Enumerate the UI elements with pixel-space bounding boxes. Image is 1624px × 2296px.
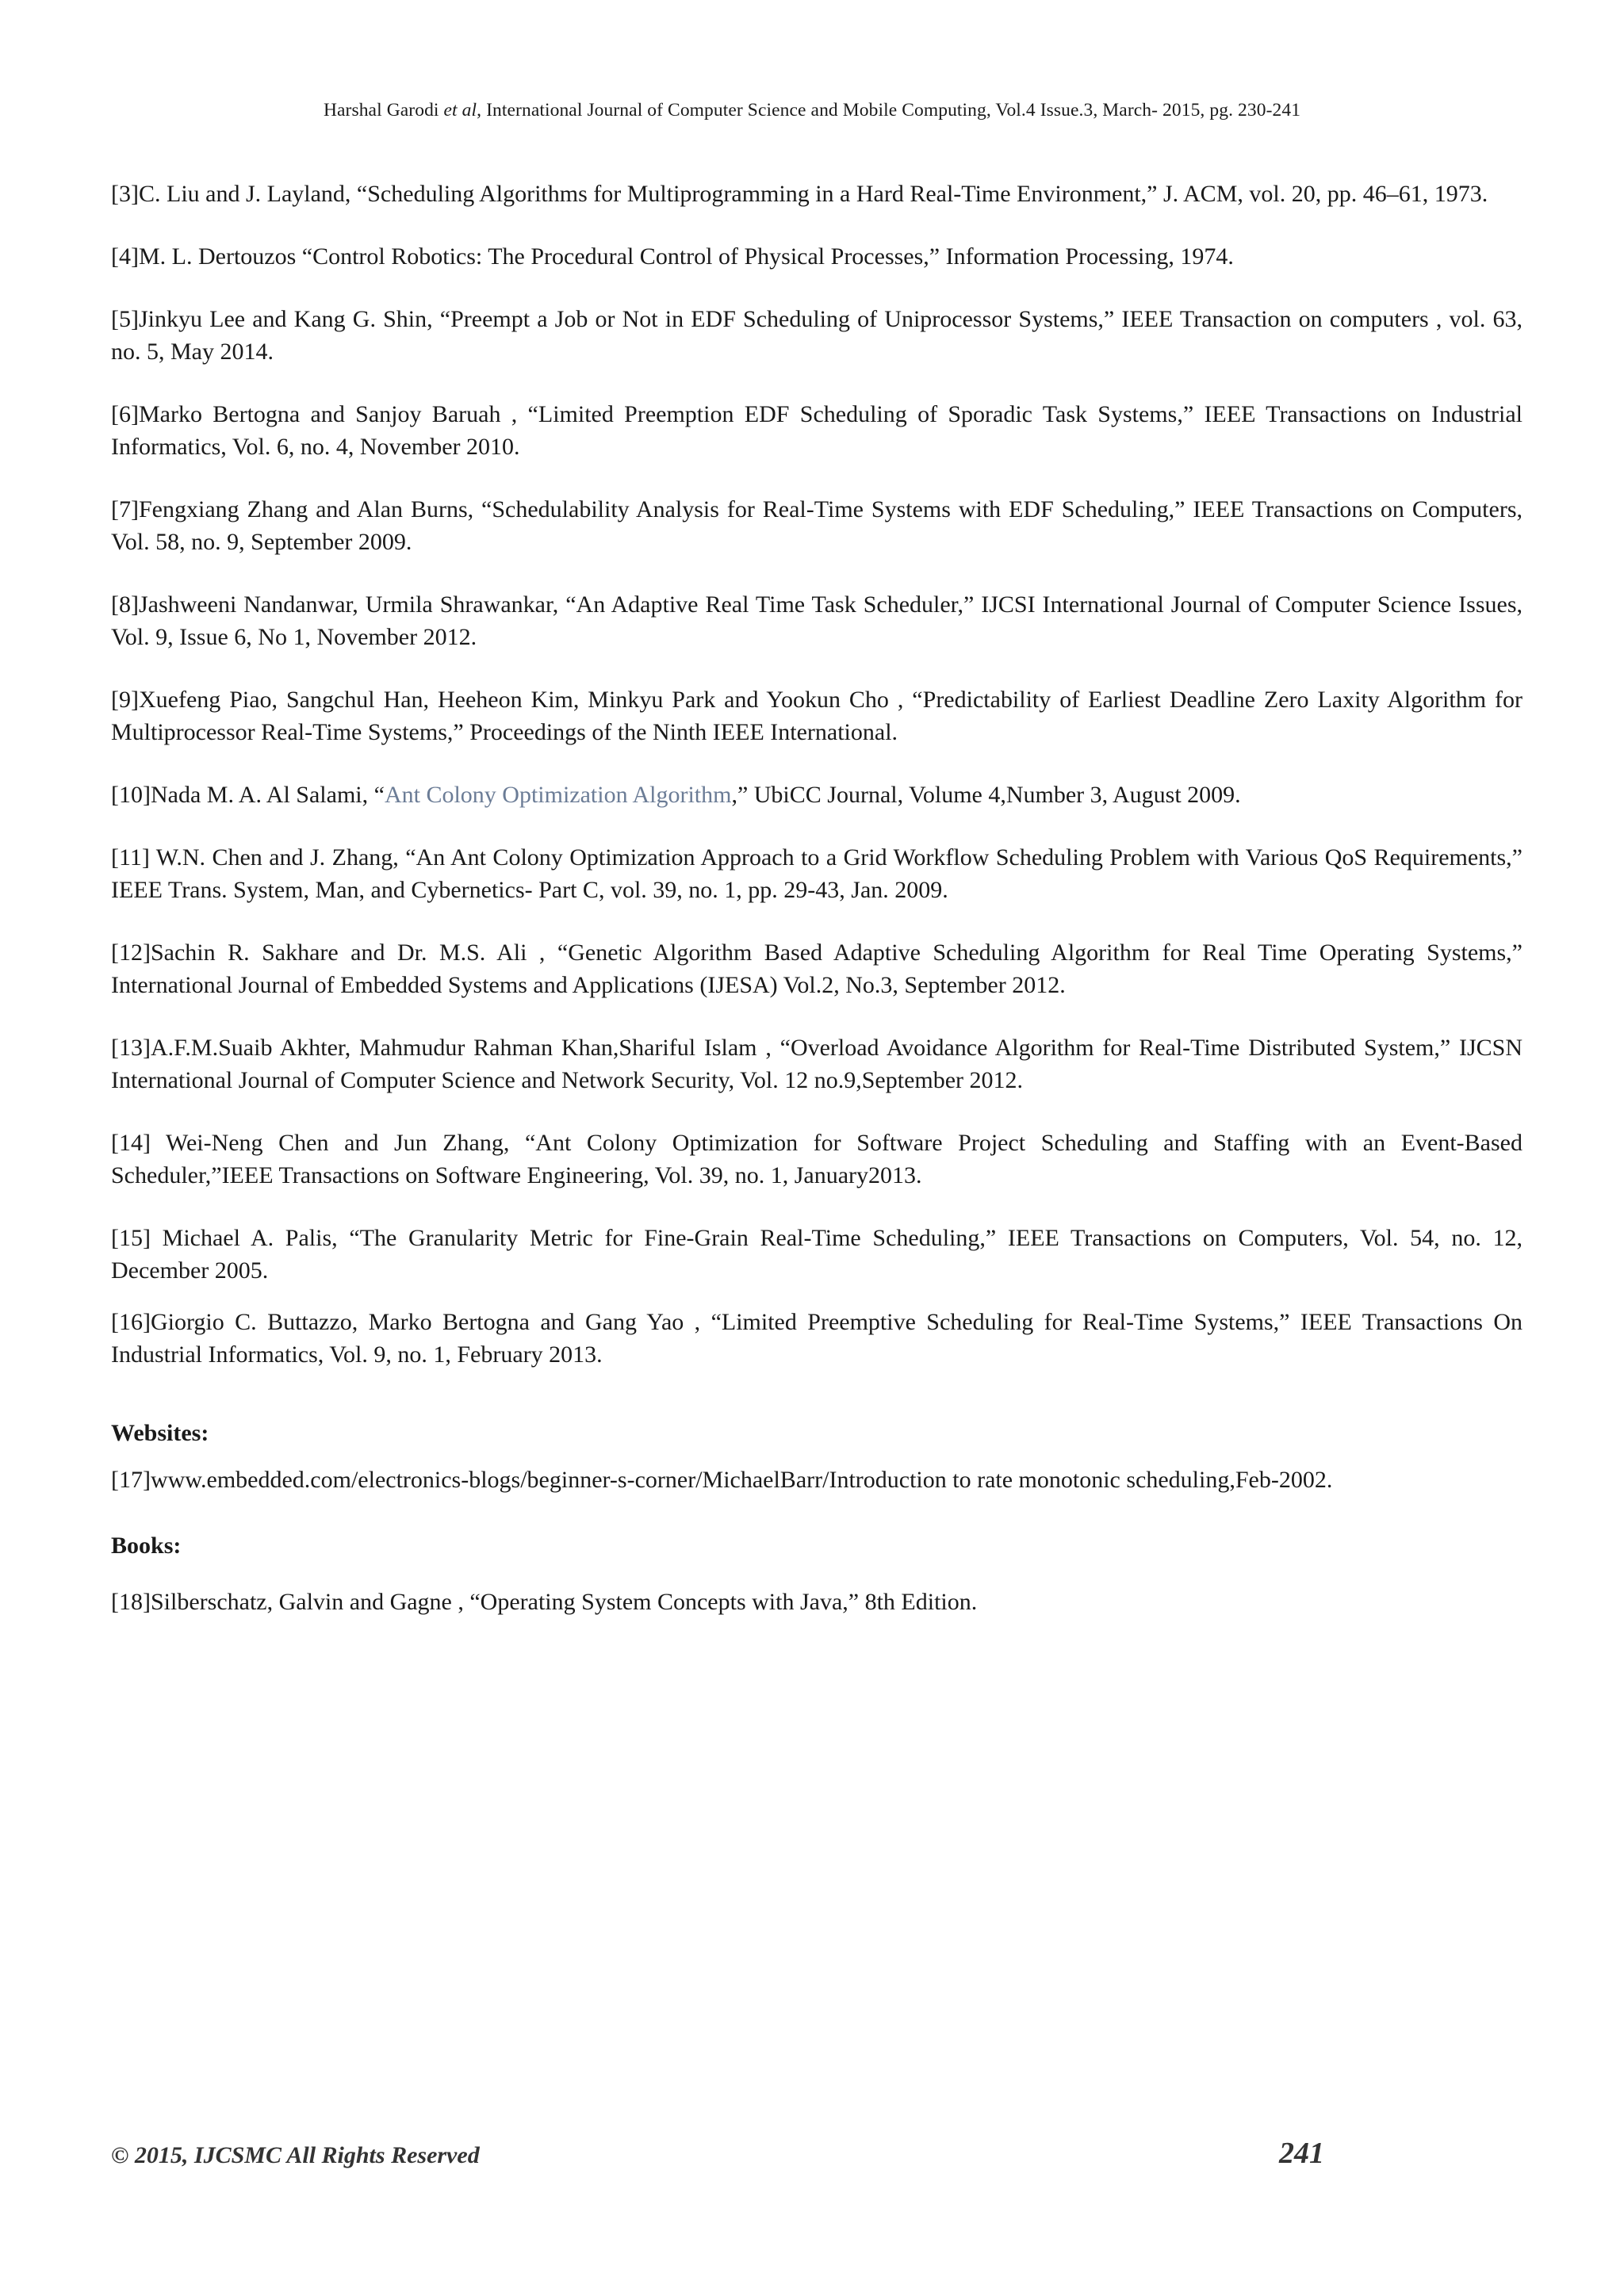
page-footer bbox=[111, 2136, 1324, 2169]
websites-heading: Websites: bbox=[111, 1420, 209, 1446]
reference-9: [9]Xuefeng Piao, Sangchul Han, Heeheon Kim, Minkyu Park and Yookun Cho , “Predictability of Earliest Deadline Zero Laxity Algorithm for Multiprocessor Real-Time Systems,” Proceedings of the Ninth IEEE International. bbox=[111, 687, 1522, 745]
references-list bbox=[111, 178, 1522, 1648]
reference-12: [12]Sachin R. Sakhare and Dr. M.S. Ali , “Genetic Algorithm Based Adaptive Scheduling Algorithm for Real Time Operating Systems,” International Journal of Embedded Systems and Applications (IJESA) Vol.2, No.3, September 2012. bbox=[111, 939, 1522, 998]
reference-3: [3]C. Liu and J. Layland, “Scheduling Algorithms for Multiprogramming in a Hard Real-Time Environment,” J. ACM, vol. 20, pp. 46–61, 1973. bbox=[111, 181, 1488, 207]
reference-8: [8]Jashweeni Nandanwar, Urmila Shrawankar, “An Adaptive Real Time Task Scheduler,” IJCSI International Journal of Computer Science Issues, Vol. 9, Issue 6, No 1, November 2012. bbox=[111, 591, 1522, 650]
reference-7: [7]Fengxiang Zhang and Alan Burns, “Schedulability Analysis for Real-Time Systems with EDF Scheduling,” IEEE Transactions on Computers, Vol. 58, no. 9, September 2009. bbox=[111, 496, 1522, 555]
books-heading: Books: bbox=[111, 1533, 182, 1559]
reference-18: [18]Silberschatz, Galvin and Gagne , “Operating System Concepts with Java,” 8th Edition. bbox=[111, 1589, 978, 1615]
reference-10-suffix: ,” UbiCC Journal, Volume 4,Number 3, August 2009. bbox=[731, 782, 1241, 808]
reference-10-prefix: [10]Nada M. A. Al Salami, “ bbox=[111, 782, 385, 808]
reference-13: [13]A.F.M.Suaib Akhter, Mahmudur Rahman Khan,Shariful Islam , “Overload Avoidance Algorithm for Real-Time Distributed System,” IJCSN International Journal of Computer Science and Network Security, Vol. 12 no.9,September 2012. bbox=[111, 1035, 1522, 1093]
running-header bbox=[0, 100, 1624, 121]
reference-6: [6]Marko Bertogna and Sanjoy Baruah , “Limited Preemption EDF Scheduling of Sporadic Task Systems,” IEEE Transactions on Industrial Informatics, Vol. 6, no. 4, November 2010. bbox=[111, 401, 1522, 460]
reference-11: [11] W.N. Chen and J. Zhang, “An Ant Colony Optimization Approach to a Grid Workflow Scheduling Problem with Various QoS Requirements,” IEEE Trans. System, Man, and Cybernetics- Part C, vol. 39, no. 1, pp. 29-43, Jan. 2009. bbox=[111, 844, 1522, 903]
reference-10 bbox=[111, 779, 1522, 811]
header-citation: , International Journal of Computer Science and Mobile Computing, Vol.4 Issue.3, March- 2015, pg. 230-241 bbox=[477, 100, 1301, 121]
footer-copyright: © 2015, IJCSMC All Rights Reserved bbox=[111, 2142, 480, 2168]
header-etal: et al bbox=[443, 100, 477, 121]
reference-16: [16]Giorgio C. Buttazzo, Marko Bertogna and Gang Yao , “Limited Preemptive Scheduling for Real-Time Systems,” IEEE Transactions On Industrial Informatics, Vol. 9, no. 1, February 2013. bbox=[111, 1309, 1522, 1368]
reference-10-link[interactable]: Ant Colony Optimization Algorithm bbox=[384, 782, 732, 808]
reference-15: [15] Michael A. Palis, “The Granularity Metric for Fine-Grain Real-Time Scheduling,” IEEE Transactions on Computers, Vol. 54, no. 12, December 2005. bbox=[111, 1225, 1522, 1284]
reference-5: [5]Jinkyu Lee and Kang G. Shin, “Preempt a Job or Not in EDF Scheduling of Uniprocessor Systems,” IEEE Transaction on computers , vol. 63, no. 5, May 2014. bbox=[111, 306, 1522, 365]
header-authors: Harshal Garodi bbox=[323, 100, 444, 121]
page-number: 241 bbox=[1279, 2137, 1324, 2170]
reference-4: [4]M. L. Dertouzos “Control Robotics: The Procedural Control of Physical Processes,” Information Processing, 1974. bbox=[111, 243, 1234, 270]
reference-17: [17]www.embedded.com/electronics-blogs/beginner-s-corner/MichaelBarr/Introduction to rate monotonic scheduling,Feb-2002. bbox=[111, 1467, 1333, 1493]
reference-14: [14] Wei-Neng Chen and Jun Zhang, “Ant Colony Optimization for Software Project Scheduling and Staffing with an Event-Based Scheduler,”IEEE Transactions on Software Engineering, Vol. 39, no. 1, January2013. bbox=[111, 1130, 1522, 1188]
